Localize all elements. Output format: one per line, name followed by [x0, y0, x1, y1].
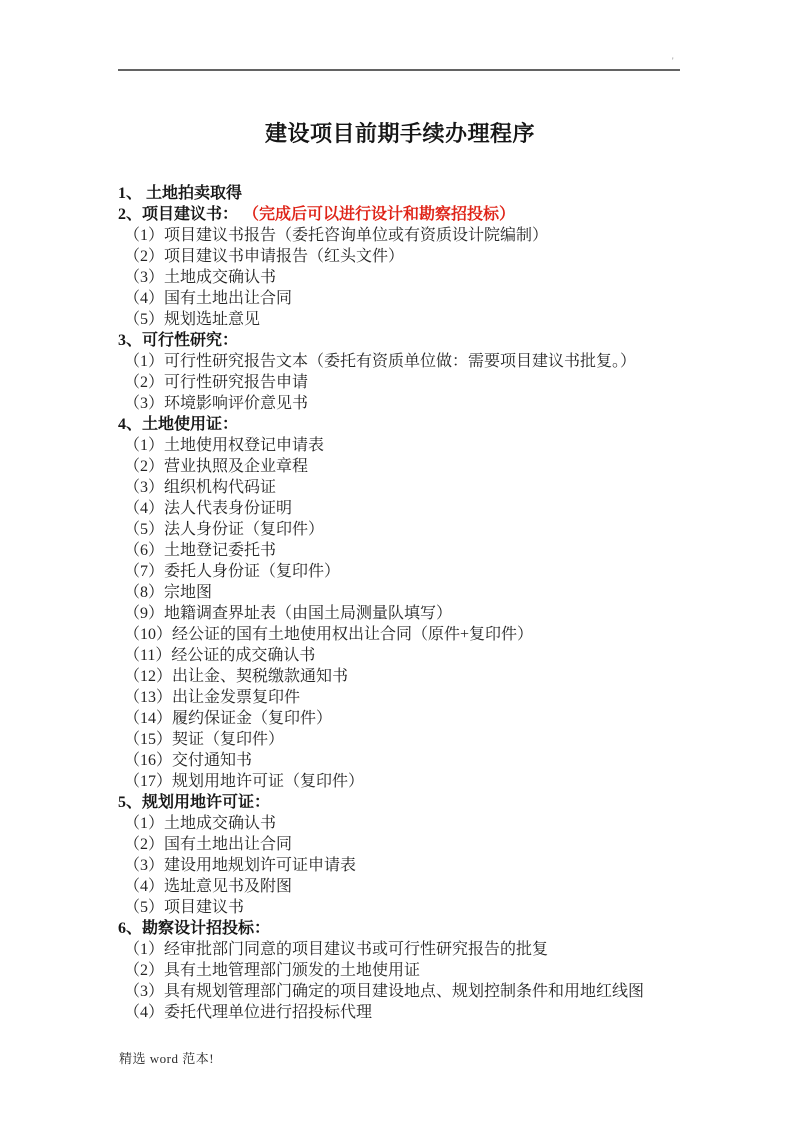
- list-item: （15）契证（复印件）: [124, 731, 285, 748]
- list-item: （3）具有规划管理部门确定的项目建设地点、规划控制条件和用地红线图: [124, 983, 645, 1000]
- list-item: （5）规划选址意见: [124, 311, 261, 328]
- list-item: （3）组织机构代码证: [124, 479, 277, 496]
- list-item: （5）项目建议书: [124, 899, 245, 916]
- list-item: （4）选址意见书及附图: [124, 878, 293, 895]
- section-3-heading: 3、可行性研究：: [118, 332, 239, 349]
- section-2-red-note: （完成后可以进行设计和勘察招投标）: [251, 206, 516, 223]
- list-item: （5）法人身份证（复印件）: [124, 521, 325, 538]
- list-item: （12）出让金、契税缴款通知书: [124, 668, 349, 685]
- list-item: （8）宗地图: [124, 584, 213, 601]
- list-item: （6）土地登记委托书: [124, 542, 277, 559]
- list-item: （2）可行性研究报告申请: [124, 374, 309, 391]
- section-2-heading-text: 2、项目建议书：: [118, 206, 239, 223]
- list-item: （9）地籍调查界址表（由国土局测量队填写）: [124, 605, 453, 622]
- list-item: （1）土地成交确认书: [124, 815, 277, 832]
- list-item: （1）土地使用权登记申请表: [124, 437, 325, 454]
- list-item: （4）国有土地出让合同: [124, 290, 293, 307]
- list-item: （13）出让金发票复印件: [124, 689, 301, 706]
- list-item: （1）项目建议书报告（委托咨询单位或有资质设计院编制）: [124, 227, 549, 244]
- list-item: （2）国有土地出让合同: [124, 836, 293, 853]
- header-rule: [118, 69, 680, 71]
- list-item: （4）委托代理单位进行招投标代理: [124, 1004, 373, 1021]
- list-item: （14）履约保证金（复印件）: [124, 710, 333, 727]
- list-item: （3）建设用地规划许可证申请表: [124, 857, 357, 874]
- list-item: （1）可行性研究报告文本（委托有资质单位做：需要项目建议书批复。）: [124, 353, 637, 370]
- section-1-heading: 1、 土地拍卖取得: [118, 185, 243, 202]
- list-item: （3）环境影响评价意见书: [124, 395, 309, 412]
- list-item: （17）规划用地许可证（复印件）: [124, 773, 365, 790]
- section-2-heading: [0, 204, 800, 225]
- footer-watermark: 精选 word 范本!: [119, 1051, 215, 1066]
- list-item: （16）交付通知书: [124, 752, 253, 769]
- section-4-heading: 4、土地使用证：: [118, 416, 239, 433]
- list-item: （2）营业执照及企业章程: [124, 458, 309, 475]
- section-5-heading: 5、规划用地许可证：: [118, 794, 271, 811]
- list-item: （2）具有土地管理部门颁发的土地使用证: [124, 962, 421, 979]
- corner-tick-mark: ': [672, 56, 674, 66]
- list-item: （7）委托人身份证（复印件）: [124, 563, 341, 580]
- list-item: （2）项目建议书申请报告（红头文件）: [124, 248, 405, 265]
- list-item: （11）经公证的成交确认书: [124, 647, 316, 664]
- list-item: （1）经审批部门同意的项目建议书或可行性研究报告的批复: [124, 941, 549, 958]
- page-title: 建设项目前期手续办理程序: [264, 120, 535, 146]
- list-item: （10）经公证的国有土地使用权出让合同（原件+复印件）: [124, 626, 534, 643]
- document-body: [0, 183, 800, 1023]
- list-item: （3）土地成交确认书: [124, 269, 277, 286]
- list-item: （4）法人代表身份证明: [124, 500, 293, 517]
- section-6-heading: 6、勘察设计招投标：: [118, 920, 271, 937]
